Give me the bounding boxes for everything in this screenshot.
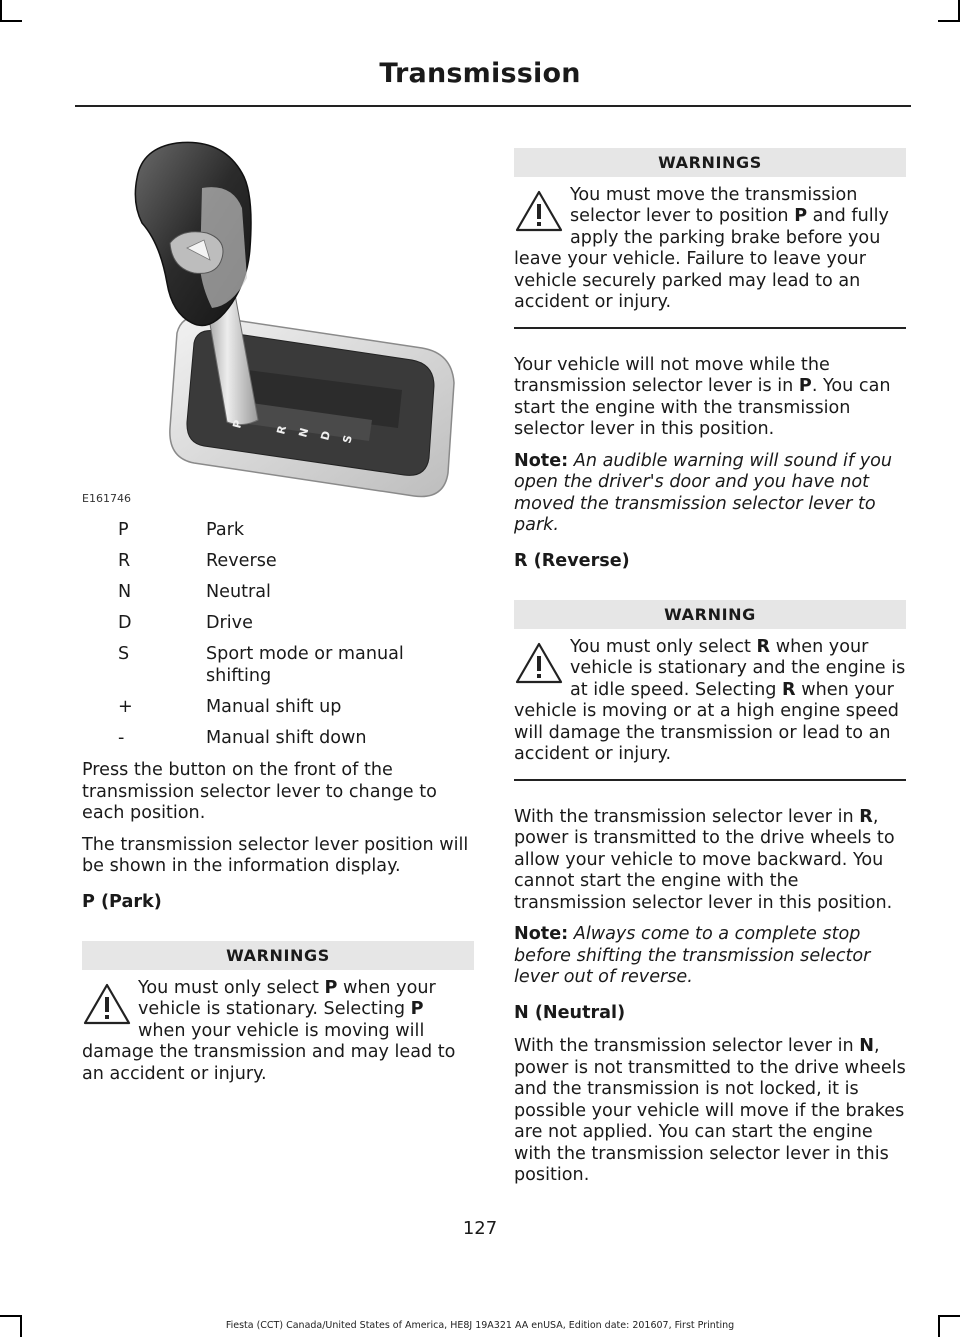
- paragraph-text: With the transmission selector lever in: [514, 806, 860, 827]
- gate-letter-n: N: [296, 426, 312, 439]
- warning-header: WARNING: [514, 600, 906, 629]
- legend-key: N: [118, 582, 132, 602]
- legend-key: D: [118, 613, 132, 633]
- header-divider: [75, 105, 911, 107]
- warning-bold-gear: P: [794, 206, 808, 226]
- warning-bold-gear: P: [324, 977, 338, 998]
- legend-label: Park: [206, 520, 245, 540]
- legend-label: Sport mode or manual shifting: [206, 644, 404, 686]
- note-label: Note:: [514, 924, 569, 944]
- warning-bold-gear: P: [410, 999, 424, 1019]
- warning-bold-gear: R: [782, 679, 796, 700]
- note-text: Always come to a complete stop before shifting the transmission selector lever out of reverse.: [514, 924, 871, 987]
- paragraph-park: [514, 355, 906, 441]
- legend-label: Reverse: [206, 551, 277, 571]
- legend-label: Neutral: [206, 582, 271, 602]
- legend-label: Manual shift up: [206, 697, 342, 717]
- legend-row: [82, 519, 474, 550]
- heading-neutral: N (Neutral): [514, 1002, 626, 1023]
- legend-row: [82, 727, 474, 758]
- note-park: [514, 451, 906, 537]
- gate-letter-p: P: [230, 418, 245, 430]
- gate-letter-d: D: [318, 429, 334, 442]
- crop-mark: [938, 20, 960, 22]
- note-reverse: [514, 924, 906, 989]
- legend-row: [82, 612, 474, 643]
- warning-triangle-icon: [514, 189, 564, 233]
- legend-key: P: [118, 520, 129, 540]
- bold-gear: P: [798, 376, 812, 396]
- right-column: [514, 148, 906, 1197]
- warning-bold-gear: R: [756, 636, 771, 657]
- legend-label: Drive: [206, 613, 253, 633]
- paragraph-display: The transmission selector lever position will be shown in the information display.: [82, 834, 469, 876]
- page-title: Transmission: [379, 58, 581, 89]
- heading-reverse: R (Reverse): [514, 550, 630, 571]
- heading-park: P (Park): [82, 891, 162, 912]
- legend-row: [82, 550, 474, 581]
- crop-mark: [0, 1315, 22, 1317]
- reverse-warning: [514, 600, 906, 781]
- legend-row: [82, 696, 474, 727]
- paragraph-text: With the transmission selector lever in: [514, 1036, 860, 1056]
- warning-header: WARNINGS: [514, 148, 906, 177]
- page-number: 127: [462, 1218, 498, 1239]
- paragraph-reverse: [514, 807, 906, 915]
- paragraph-text: Your vehicle will not move while the transmission selector lever is in: [514, 354, 830, 396]
- warning-body: [514, 637, 906, 779]
- crop-mark: [0, 20, 22, 22]
- paragraph-text: . You can start the engine with the transmission selector lever in this position.: [514, 376, 891, 439]
- warning-text: when your vehicle is stationary. Selecting: [138, 977, 436, 1019]
- warning-text: You must only select: [138, 977, 325, 998]
- bold-gear: N: [859, 1036, 874, 1056]
- legend-row: [82, 643, 474, 696]
- warning-text: You must only select: [570, 636, 757, 657]
- legend-key: +: [118, 697, 133, 717]
- crop-mark: [0, 0, 2, 22]
- parking-warning: [514, 148, 906, 329]
- warning-text: You must move the transmission selector lever to position: [570, 184, 858, 226]
- paragraph-button: Press the button on the front of the transmission selector lever to change to each position.: [82, 760, 437, 823]
- warning-body: [514, 185, 906, 327]
- gate-letter-r: R: [274, 424, 290, 436]
- note-label: Note:: [514, 450, 569, 471]
- legend-key: R: [118, 551, 131, 571]
- paragraph-text: , power is transmitted to the drive wheels to allow your vehicle to move backward. You cannot start the engine with the transmission selector lever in this position.: [514, 806, 895, 913]
- park-warning: [82, 941, 474, 1098]
- paragraph-text: , power is not transmitted to the drive wheels and the transmission is not locked, it is possible your vehicle will move if the brakes are not applied. You can start the engine with the transmission selector lever in this position.: [514, 1036, 906, 1185]
- gate-letter-s: S: [340, 433, 355, 445]
- warning-text: when your vehicle is moving or at a high engine speed will damage the transmission or lead to an accident or injury.: [514, 679, 899, 764]
- warning-body: [82, 978, 474, 1099]
- gear-legend-table: [82, 519, 474, 758]
- gate-letters: [82, 128, 474, 503]
- crop-mark: [938, 1315, 960, 1317]
- warning-triangle-icon: [514, 641, 564, 685]
- bold-gear: R: [859, 806, 873, 827]
- warning-text: when your vehicle is moving will damage the transmission and may lead to an accident or injury.: [82, 1020, 456, 1084]
- paragraph-neutral: [514, 1036, 906, 1187]
- warning-header: WARNINGS: [82, 941, 474, 970]
- note-text: An audible warning will sound if you open the driver's door and you have not moved the transmission selector lever to park.: [514, 450, 893, 535]
- legend-key: S: [118, 644, 130, 664]
- legend-key: -: [118, 728, 125, 748]
- left-column: [82, 128, 474, 1098]
- legend-label: Manual shift down: [206, 728, 367, 748]
- warning-text: and fully apply the parking brake before you leave your vehicle. Failure to leave your vehicle securely parked may lead to an accident or injury.: [514, 206, 889, 312]
- gear-selector-figure: [82, 128, 474, 506]
- warning-text: when your vehicle is stationary and the engine is at idle speed. Selecting: [570, 636, 906, 700]
- footer-text: Fiesta (CCT) Canada/United States of America, HE8J 19A321 AA enUSA, Edition date: 201607, First Printing: [225, 1320, 735, 1331]
- figure-id: E161746: [82, 492, 131, 505]
- legend-row: [82, 581, 474, 612]
- warning-triangle-icon: [82, 982, 132, 1026]
